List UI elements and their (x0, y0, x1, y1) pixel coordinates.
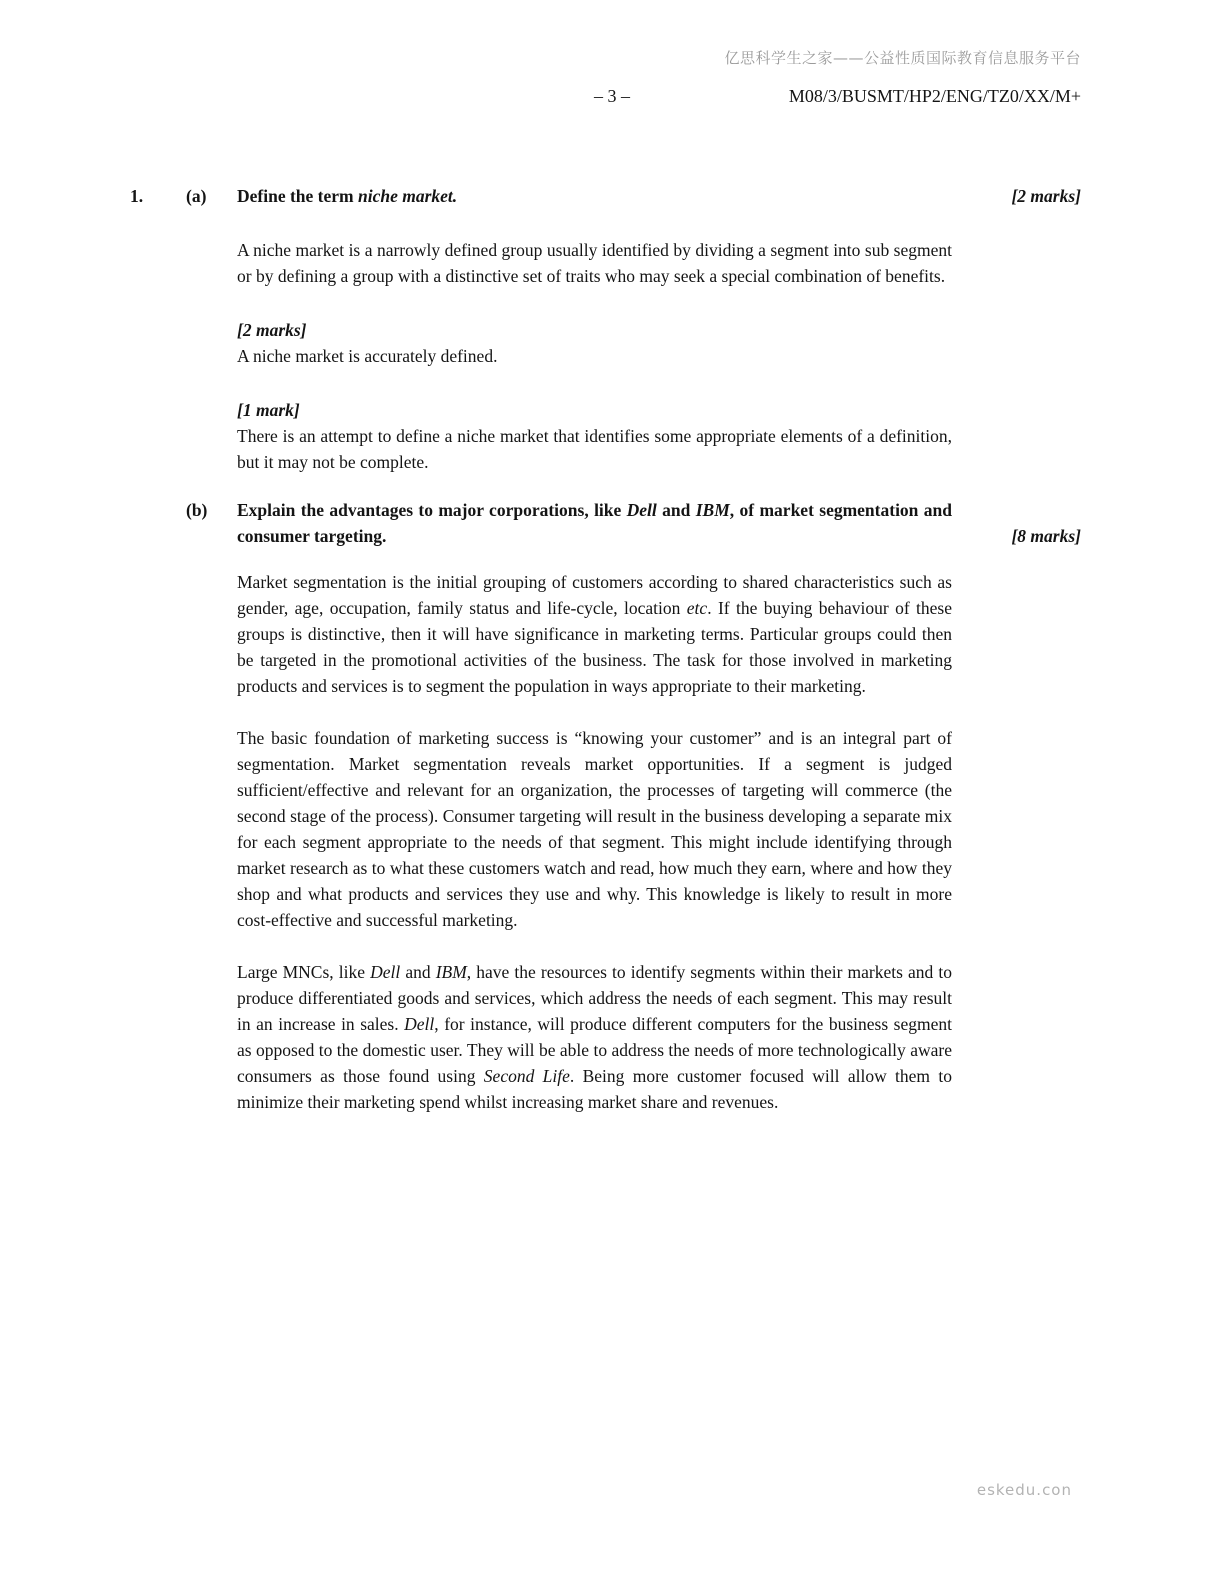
page-header (0, 86, 1224, 112)
markband-1-label: [1 mark] (237, 400, 300, 420)
header-watermark: 亿思科学生之家——公益性质国际教育信息服务平台 (724, 49, 1081, 67)
part-b-paragraph-1: Market segmentation is the initial grouping of customers according to shared characteristics such as gender, age, occupation, family status and life-cycle, location etc. If the buying behaviour of these groups is distinctive, then it will have significance in marketing terms. Particular groups could then be targeted in the promotional activities of the business. The task for those involved in marketing products and services is to segment the population in ways appropriate to their marketing. (237, 572, 953, 696)
question-number-spacer (130, 497, 186, 549)
question-1a-heading-row (130, 183, 1081, 209)
page-number: – 3 – (594, 86, 630, 106)
markband-2-text: A niche market is accurately defined. (237, 346, 498, 366)
part-a-label: (a) (186, 186, 207, 206)
part-b-heading: Explain the advantages to major corporations, like Dell and IBM, of market segmentation and consumer targeting. (237, 500, 952, 546)
markband-1-text: There is an attempt to define a niche market that identifies some appropriate elements of a definition, but it may not be complete. (237, 426, 952, 472)
markband-2 (237, 317, 952, 369)
part-b-paragraph-3: Large MNCs, like Dell and IBM, have the resources to identify segments within their markets and to produce differentiated goods and services, which address the needs of each segment. This may result in an increase in sales. Dell, for instance, will produce different computers for the business segment as opposed to the domestic user. They will be able to address the needs of more technologically aware consumers as those found using Second Life. Being more customer focused will allow them to minimize their marketing spend whilst increasing market share and revenues. (237, 962, 952, 1112)
part-b-label: (b) (186, 500, 208, 520)
part-a-marks: [2 marks] (1011, 186, 1081, 206)
part-b-marks: [8 marks] (1011, 526, 1081, 546)
part-b-paragraph-2: The basic foundation of marketing success is “knowing your customer” and is an integral part of segmentation. Market segmentation reveals market opportunities. If a segment is judged sufficient/effective and relevant for an organization, the processes of targeting will commerce (the second stage of the process). Consumer targeting will result in the business developing a separate mix for each segment appropriate to the needs of that segment. This might include identifying through market research as to what these customers watch and read, how much they earn, where and how they shop and what products and services they use and why. This knowledge is likely to result in more cost-effective and successful marketing. (237, 728, 952, 930)
paper-code: M08/3/BUSMT/HP2/ENG/TZ0/XX/M+ (788, 86, 1081, 106)
document-body (130, 183, 1081, 1115)
part-a-heading: Define the term niche market. (237, 186, 458, 206)
markband-2-label: [2 marks] (237, 320, 307, 340)
footer-watermark: eskedu.con (976, 1481, 1072, 1499)
part-a-definition-paragraph: A niche market is a narrowly defined group usually identified by dividing a segment into sub segment or by defining a group with a distinctive set of traits who may seek a special combination of benefits. (237, 240, 952, 286)
question-number: 1. (130, 186, 144, 206)
markband-1 (237, 397, 952, 475)
question-1b-heading-row (130, 497, 1081, 549)
